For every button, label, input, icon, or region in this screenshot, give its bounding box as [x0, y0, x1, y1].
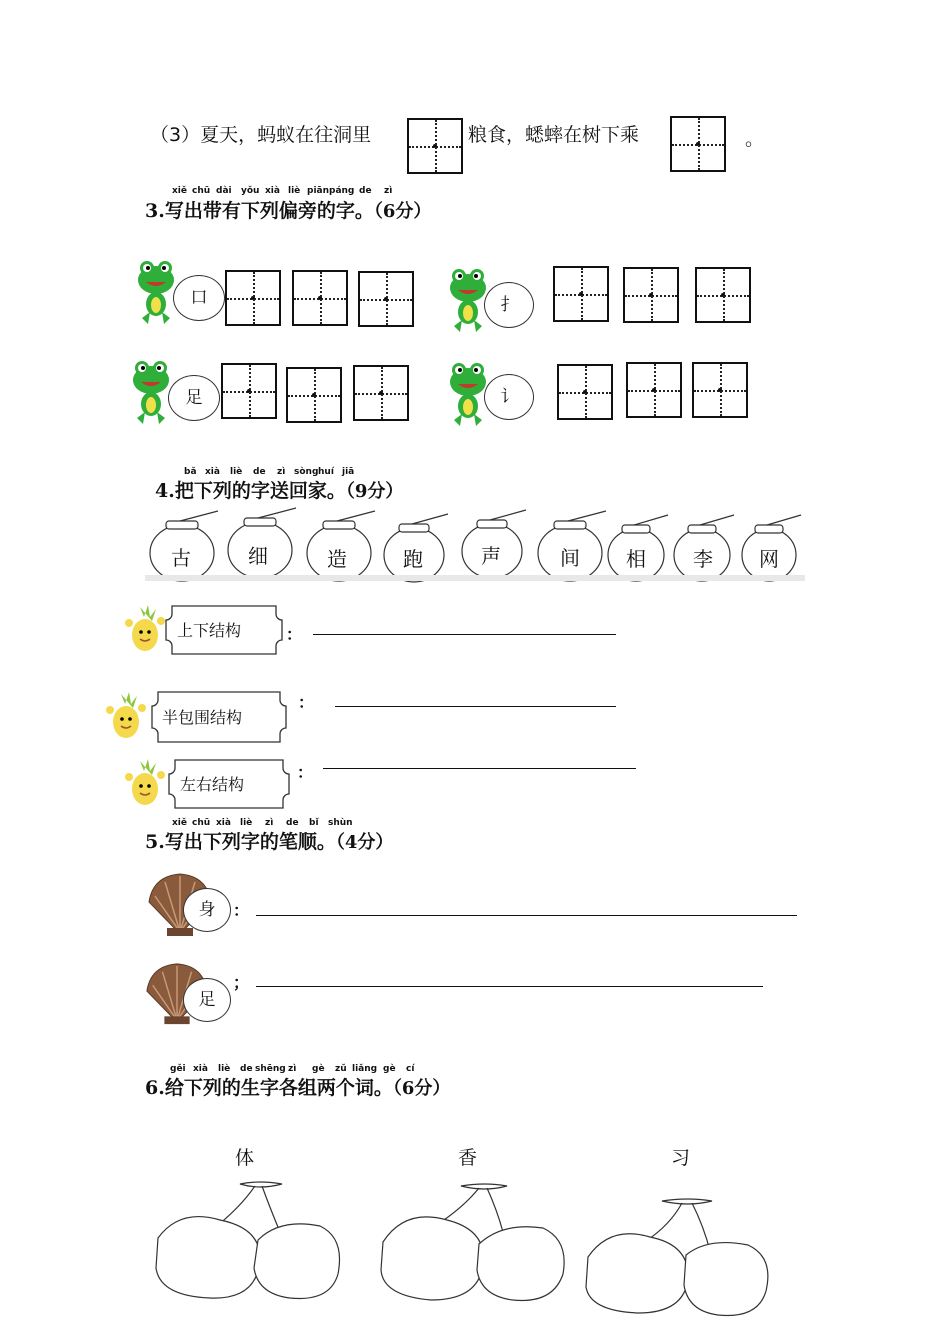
- answer-line[interactable]: [313, 634, 616, 635]
- jar-char[interactable]: 造: [327, 547, 347, 571]
- frog-icon: [131, 358, 171, 426]
- q3-writing-grid-2[interactable]: [670, 116, 726, 172]
- jar-char[interactable]: 李: [693, 547, 713, 571]
- q3-prefix: （3）夏天，蚂蚁在往洞里: [150, 124, 372, 146]
- q3-writing-grid-1[interactable]: [407, 118, 463, 174]
- section3-pinyin: xiě chū dài yǒu xià liè piānpáng de zì: [172, 186, 393, 196]
- writing-grid[interactable]: [292, 270, 348, 326]
- jar-char[interactable]: 网: [759, 547, 779, 571]
- frog-icon: [448, 266, 488, 334]
- frog-icon: [136, 258, 176, 326]
- writing-grid[interactable]: [626, 362, 682, 418]
- radical-bubble-yan: 讠: [484, 374, 534, 420]
- writing-grid[interactable]: [221, 363, 277, 419]
- answer-line[interactable]: [335, 706, 616, 707]
- writing-grid[interactable]: [286, 367, 342, 423]
- writing-grid[interactable]: [358, 271, 414, 327]
- section4-title: 4.把下列的字送回家。（9分）: [155, 480, 404, 502]
- answer-line[interactable]: [323, 768, 636, 769]
- jar-char[interactable]: 间: [560, 546, 580, 570]
- jar-char[interactable]: 声: [481, 544, 501, 568]
- jar-char[interactable]: 古: [171, 546, 191, 570]
- jar-char[interactable]: 相: [626, 547, 646, 571]
- writing-grid[interactable]: [692, 362, 748, 418]
- radical-bubble-zu: 足: [168, 375, 220, 421]
- stroke-order-line[interactable]: [256, 915, 797, 916]
- fruit-char: 体: [235, 1147, 255, 1169]
- fruit-char: 习: [671, 1147, 691, 1169]
- category-colon: ：: [286, 625, 303, 644]
- jar-char[interactable]: 跑: [403, 547, 423, 571]
- category-colon: ：: [297, 763, 314, 782]
- writing-grid[interactable]: [225, 270, 281, 326]
- section4-pinyin: bǎ xià liè de zì sòng huí jiā: [184, 467, 355, 477]
- section6-title: 6.给下列的生字各组两个词。（6分）: [145, 1077, 451, 1099]
- cherry-icon[interactable]: [580, 1195, 775, 1325]
- category-label-top-bottom: 上下结构: [177, 621, 242, 640]
- cherry-icon[interactable]: [375, 1180, 570, 1310]
- writing-grid[interactable]: [557, 364, 613, 420]
- stroke-colon: ；: [233, 973, 250, 992]
- writing-grid[interactable]: [353, 365, 409, 421]
- fruit-char: 香: [458, 1147, 478, 1169]
- char-bubble-shen: 身: [183, 888, 231, 932]
- section6-pinyin: gěi xià liè de shēng zì gè zǔ liǎng gè cí: [170, 1064, 415, 1074]
- frog-icon: [448, 360, 488, 428]
- pineapple-icon: [102, 690, 150, 742]
- q3-sentence: [150, 120, 371, 147]
- writing-grid[interactable]: [695, 267, 751, 323]
- cherry-icon[interactable]: [150, 1178, 345, 1308]
- pineapple-icon: [124, 603, 166, 655]
- writing-grid[interactable]: [623, 267, 679, 323]
- stroke-colon: ：: [233, 901, 250, 920]
- jar-char[interactable]: 细: [248, 544, 268, 568]
- radical-bubble-shou: 扌: [484, 282, 534, 328]
- writing-grid[interactable]: [553, 266, 609, 322]
- category-label-half-enclosure: 半包围结构: [162, 708, 243, 727]
- section5-pinyin: xiě chū xià liè zì de bǐ shùn: [172, 818, 353, 828]
- section3-title: 3.写出带有下列偏旁的字。（6分）: [145, 200, 432, 222]
- char-bubble-zu: 足: [183, 978, 231, 1022]
- section5-title: 5.写出下列字的笔顺。（4分）: [145, 831, 394, 853]
- radical-bubble-kou: 口: [173, 275, 225, 321]
- pineapple-icon: [124, 757, 166, 809]
- category-colon: ：: [298, 693, 315, 712]
- stroke-order-line[interactable]: [256, 986, 763, 987]
- q3-end: 。: [745, 128, 765, 150]
- category-label-left-right: 左右结构: [180, 775, 245, 794]
- q3-middle: 粮食，蟋蟀在树下乘: [468, 124, 640, 146]
